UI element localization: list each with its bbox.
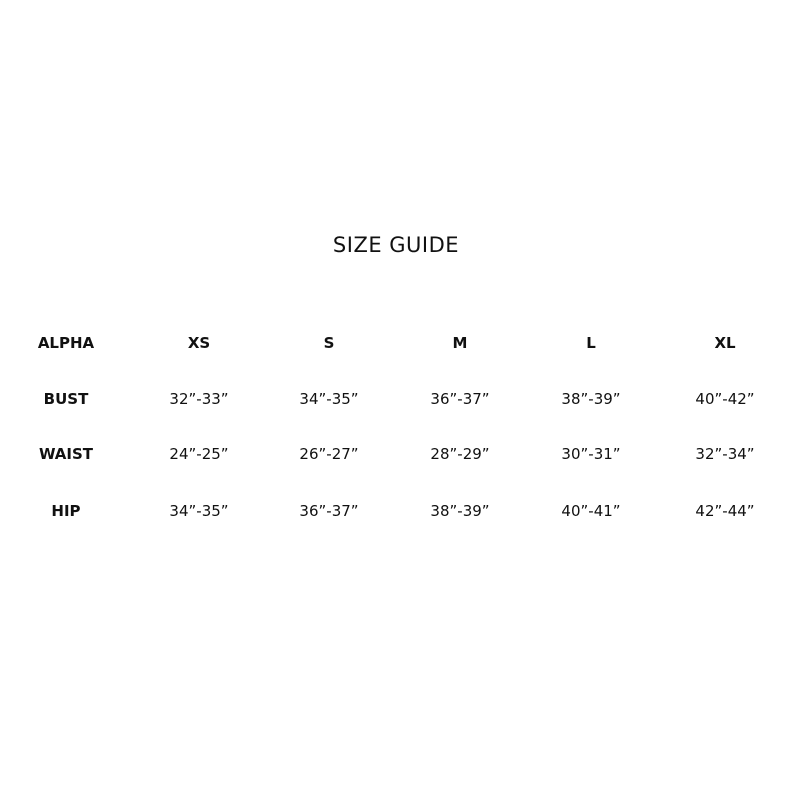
table-cell: 28”-29” — [430, 445, 490, 463]
header-cell-l: L — [586, 334, 596, 352]
table-cell: 38”-39” — [430, 502, 490, 520]
table-cell: 34”-35” — [169, 502, 229, 520]
row-label-waist: WAIST — [38, 445, 94, 463]
table-cell: 36”-37” — [299, 502, 359, 520]
table-cell: 36”-37” — [430, 390, 490, 408]
page-title: SIZE GUIDE — [332, 233, 460, 257]
table-cell: 42”-44” — [695, 502, 755, 520]
table-cell: 38”-39” — [561, 390, 621, 408]
table-cell: 26”-27” — [299, 445, 359, 463]
table-cell: 34”-35” — [299, 390, 359, 408]
table-cell: 32”-33” — [169, 390, 229, 408]
table-cell: 24”-25” — [169, 445, 229, 463]
header-cell-alpha: ALPHA — [37, 334, 95, 352]
header-cell-xl: XL — [714, 334, 736, 352]
table-cell: 32”-34” — [695, 445, 755, 463]
table-cell: 40”-42” — [695, 390, 755, 408]
header-cell-s: S — [323, 334, 335, 352]
table-cell: 30”-31” — [561, 445, 621, 463]
row-label-bust: BUST — [43, 390, 89, 408]
row-label-hip: HIP — [51, 502, 81, 520]
header-cell-xs: XS — [187, 334, 211, 352]
table-cell: 40”-41” — [561, 502, 621, 520]
header-cell-m: M — [452, 334, 468, 352]
